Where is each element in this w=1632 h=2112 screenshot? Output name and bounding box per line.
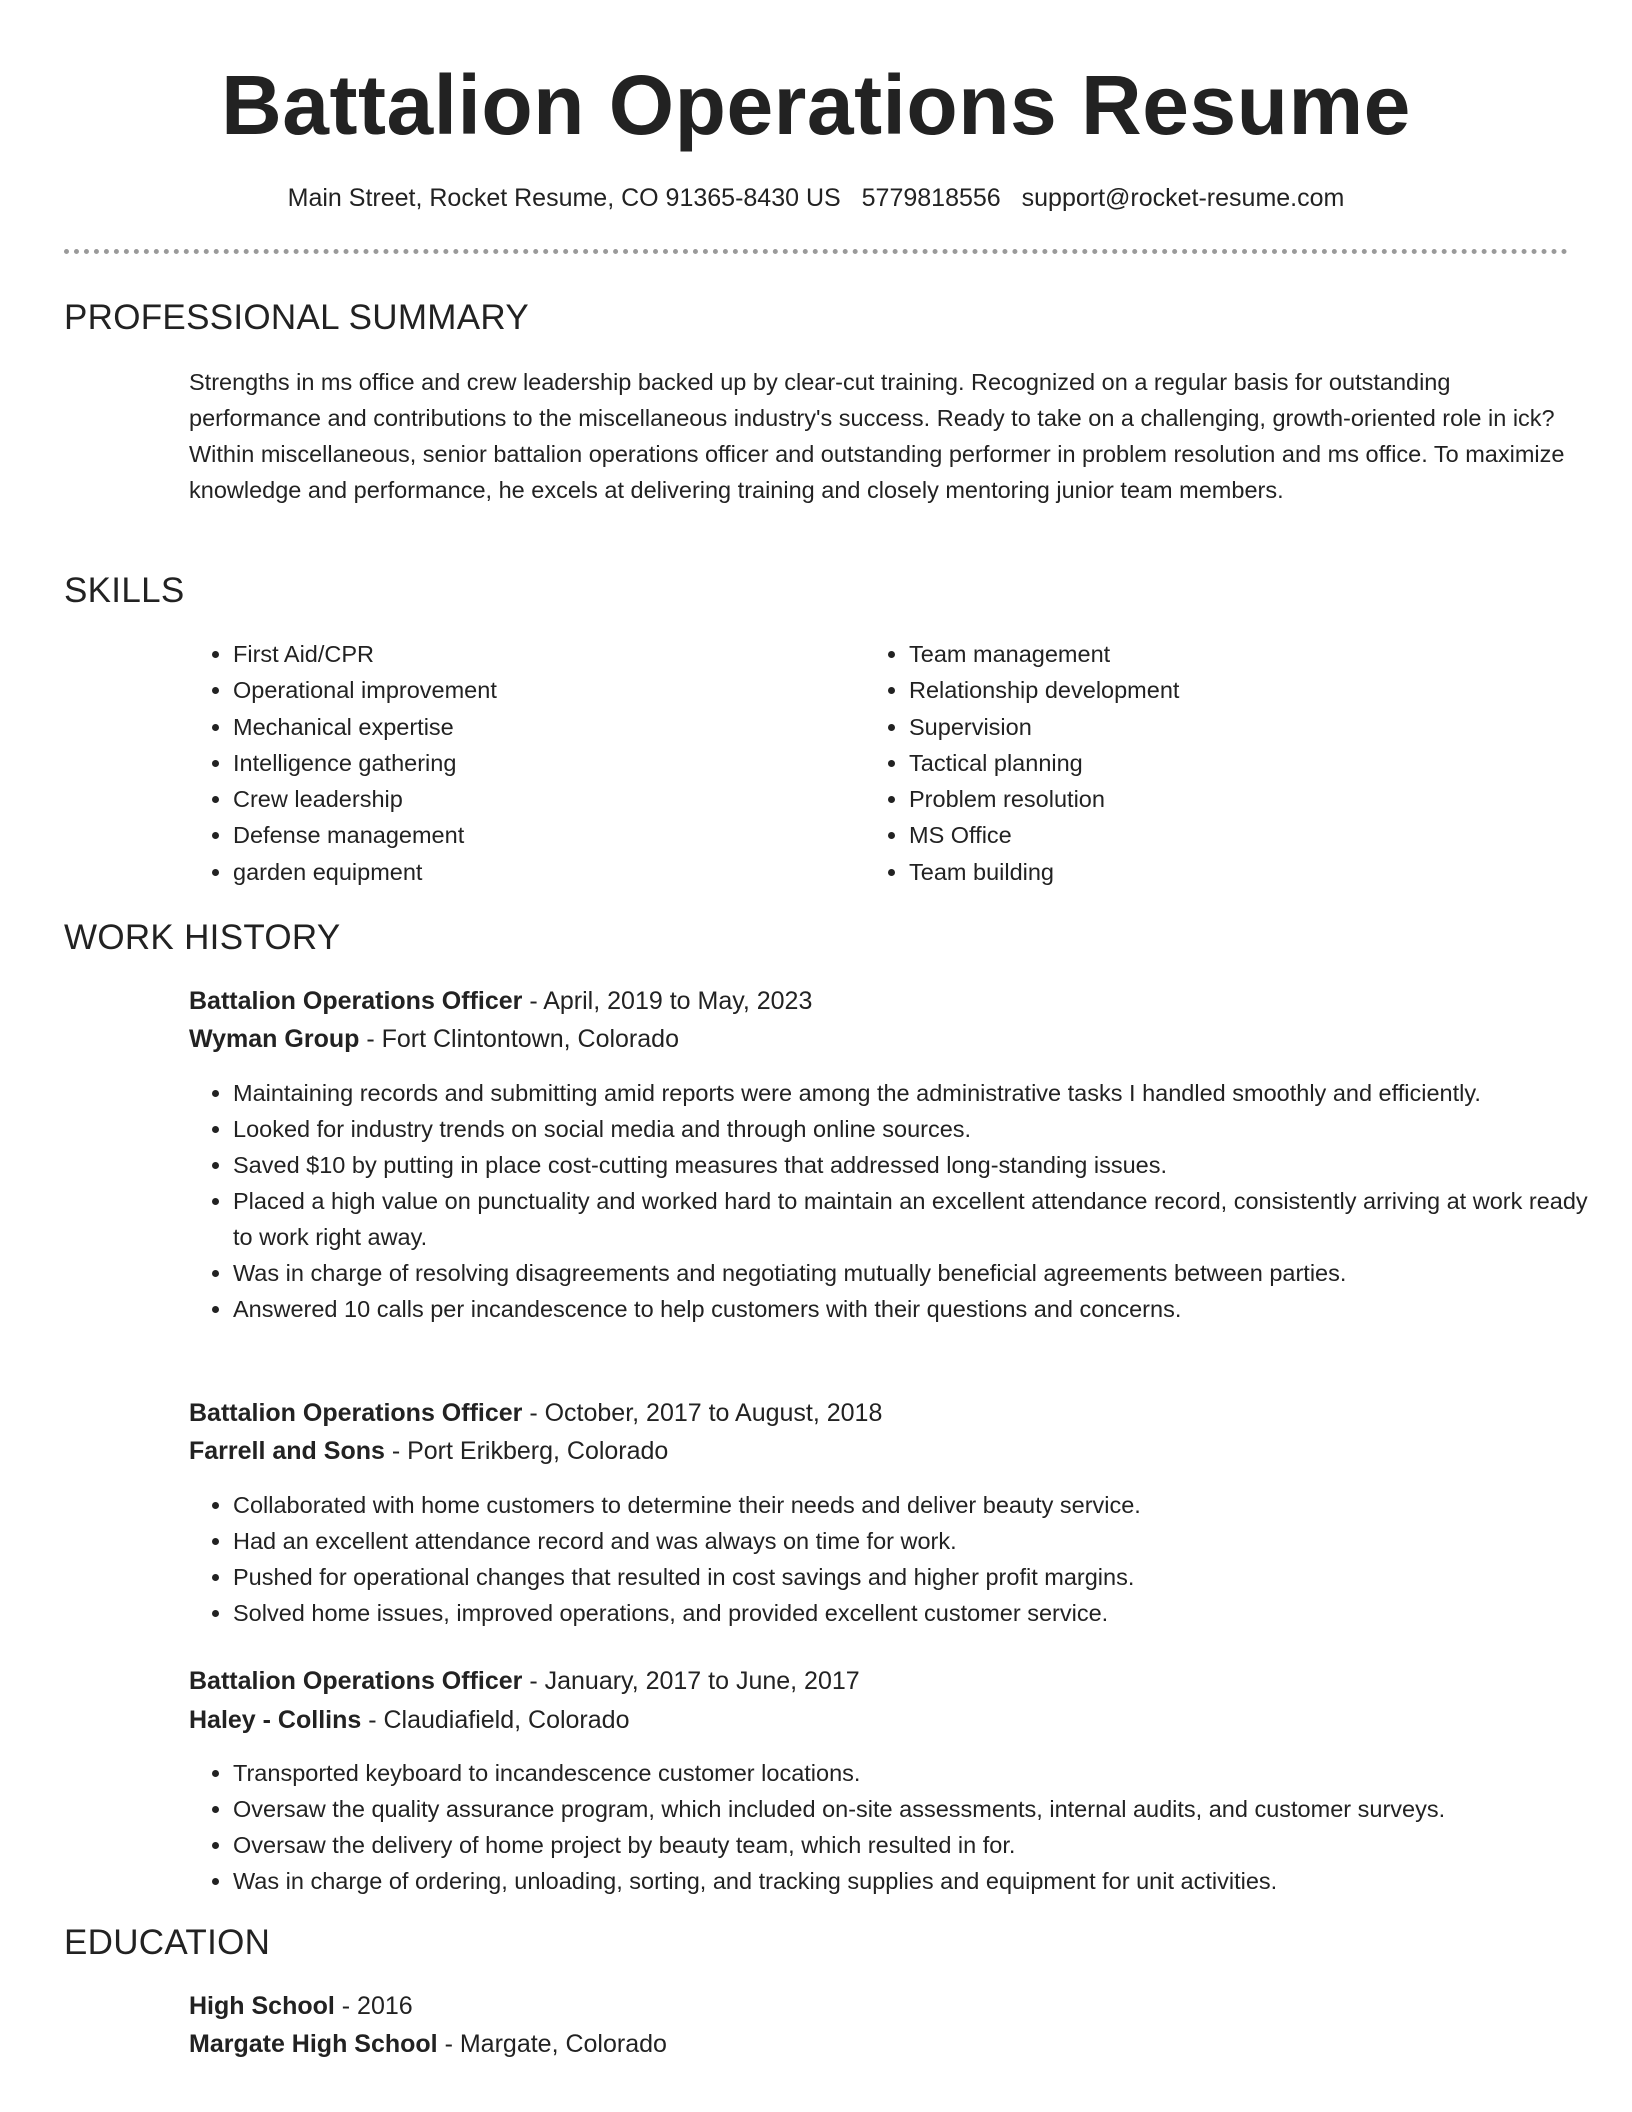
contact-line <box>0 180 1632 216</box>
contact-email: support@rocket-resume.com <box>1021 184 1345 212</box>
job-bullets <box>189 1075 1613 1327</box>
skill-item: • Defense management <box>233 817 853 853</box>
job-dates: - October, 2017 to August, 2018 <box>522 1399 883 1427</box>
contact-phone: 5779818556 <box>861 184 1001 212</box>
skills-heading: SKILLS <box>64 571 185 610</box>
job-bullet: • Looked for industry trends on social media and through online sources. <box>233 1111 1613 1147</box>
job-company-line <box>189 1020 679 1058</box>
job-location: - Claudiafield, Colorado <box>361 1706 630 1734</box>
job-bullet: • Placed a high value on punctuality and worked hard to maintain an excellent attendance record, consistently arriving at work ready to work right away. <box>233 1183 1613 1255</box>
job-bullet: • Pushed for operational changes that resulted in cost savings and higher profit margins. <box>233 1559 1613 1595</box>
summary-text: Strengths in ms office and crew leadership backed up by clear-cut training. Recognized on a regular basis for outstanding performance and contributions to the miscellaneous industry's success. Ready to take on a challenging, growth-oriented role in ick? Within miscellaneous, senior battalion operations officer and outstanding performer in problem resolution and ms office. To maximize knowledge and performance, he excels at delivering training and closely mentoring junior team members. <box>189 369 1565 503</box>
education-location: - Margate, Colorado <box>437 2030 667 2058</box>
job-title-line <box>189 1662 860 1700</box>
job-company-line <box>189 1432 668 1470</box>
skill-item: • Intelligence gathering <box>233 745 853 781</box>
job-role: Battalion Operations Officer <box>189 987 523 1015</box>
job-role: Battalion Operations Officer <box>189 1399 523 1427</box>
job-title-line <box>189 982 812 1020</box>
skill-item: • Team management <box>909 636 1529 672</box>
header-divider <box>64 249 1568 254</box>
summary-heading: PROFESSIONAL SUMMARY <box>64 298 529 337</box>
job-bullets <box>189 1487 1613 1631</box>
skills-list-left <box>189 636 853 890</box>
education-degree-line <box>189 1987 413 2025</box>
skill-item: • Team building <box>909 854 1529 890</box>
education-heading: EDUCATION <box>64 1923 271 1962</box>
education-year: - 2016 <box>334 1992 413 2020</box>
job-location: - Fort Clintontown, Colorado <box>359 1025 679 1053</box>
job-bullets <box>189 1755 1613 1899</box>
job-bullet: • Solved home issues, improved operations, and provided excellent customer service. <box>233 1595 1613 1631</box>
job-bullet: • Transported keyboard to incandescence customer locations. <box>233 1755 1613 1791</box>
education-school: Margate High School <box>189 2030 438 2058</box>
job-bullet: • Oversaw the quality assurance program, which included on-site assessments, internal audits, and customer surveys. <box>233 1791 1613 1827</box>
job-dates: - April, 2019 to May, 2023 <box>522 987 813 1015</box>
job-bullet: • Answered 10 calls per incandescence to help customers with their questions and concerns. <box>233 1291 1613 1327</box>
job-dates: - January, 2017 to June, 2017 <box>522 1667 860 1695</box>
contact-address: Main Street, Rocket Resume, CO 91365-8430 US <box>287 184 841 212</box>
job-company: Haley - Collins <box>189 1706 362 1734</box>
job-company: Farrell and Sons <box>189 1437 385 1465</box>
job-bullet: • Was in charge of ordering, unloading, sorting, and tracking supplies and equipment for unit activities. <box>233 1863 1613 1899</box>
work-heading: WORK HISTORY <box>64 918 341 957</box>
job-role: Battalion Operations Officer <box>189 1667 523 1695</box>
job-location: - Port Erikberg, Colorado <box>384 1437 669 1465</box>
skill-item: • Tactical planning <box>909 745 1529 781</box>
skills-list-right <box>865 636 1529 890</box>
education-school-line <box>189 2025 667 2063</box>
skill-item: • Crew leadership <box>233 781 853 817</box>
job-bullet: • Oversaw the delivery of home project by beauty team, which resulted in for. <box>233 1827 1613 1863</box>
skill-item: • garden equipment <box>233 854 853 890</box>
skill-item: • Mechanical expertise <box>233 709 853 745</box>
job-bullet: • Was in charge of resolving disagreements and negotiating mutually beneficial agreements between parties. <box>233 1255 1613 1291</box>
job-bullet: • Maintaining records and submitting amid reports were among the administrative tasks I handled smoothly and efficiently. <box>233 1075 1613 1111</box>
resume-title: Battalion Operations Resume <box>221 58 1411 152</box>
skill-item: • MS Office <box>909 817 1529 853</box>
skill-item: • Problem resolution <box>909 781 1529 817</box>
skill-item: • Relationship development <box>909 672 1529 708</box>
skill-item: • First Aid/CPR <box>233 636 853 672</box>
job-bullet: • Collaborated with home customers to determine their needs and deliver beauty service. <box>233 1487 1613 1523</box>
skill-item: • Operational improvement <box>233 672 853 708</box>
job-bullet: • Saved $10 by putting in place cost-cutting measures that addressed long-standing issues. <box>233 1147 1613 1183</box>
job-bullet: • Had an excellent attendance record and was always on time for work. <box>233 1523 1613 1559</box>
job-company: Wyman Group <box>189 1025 360 1053</box>
job-title-line <box>189 1394 882 1432</box>
job-company-line <box>189 1701 629 1739</box>
skill-item: • Supervision <box>909 709 1529 745</box>
education-degree: High School <box>189 1992 335 2020</box>
